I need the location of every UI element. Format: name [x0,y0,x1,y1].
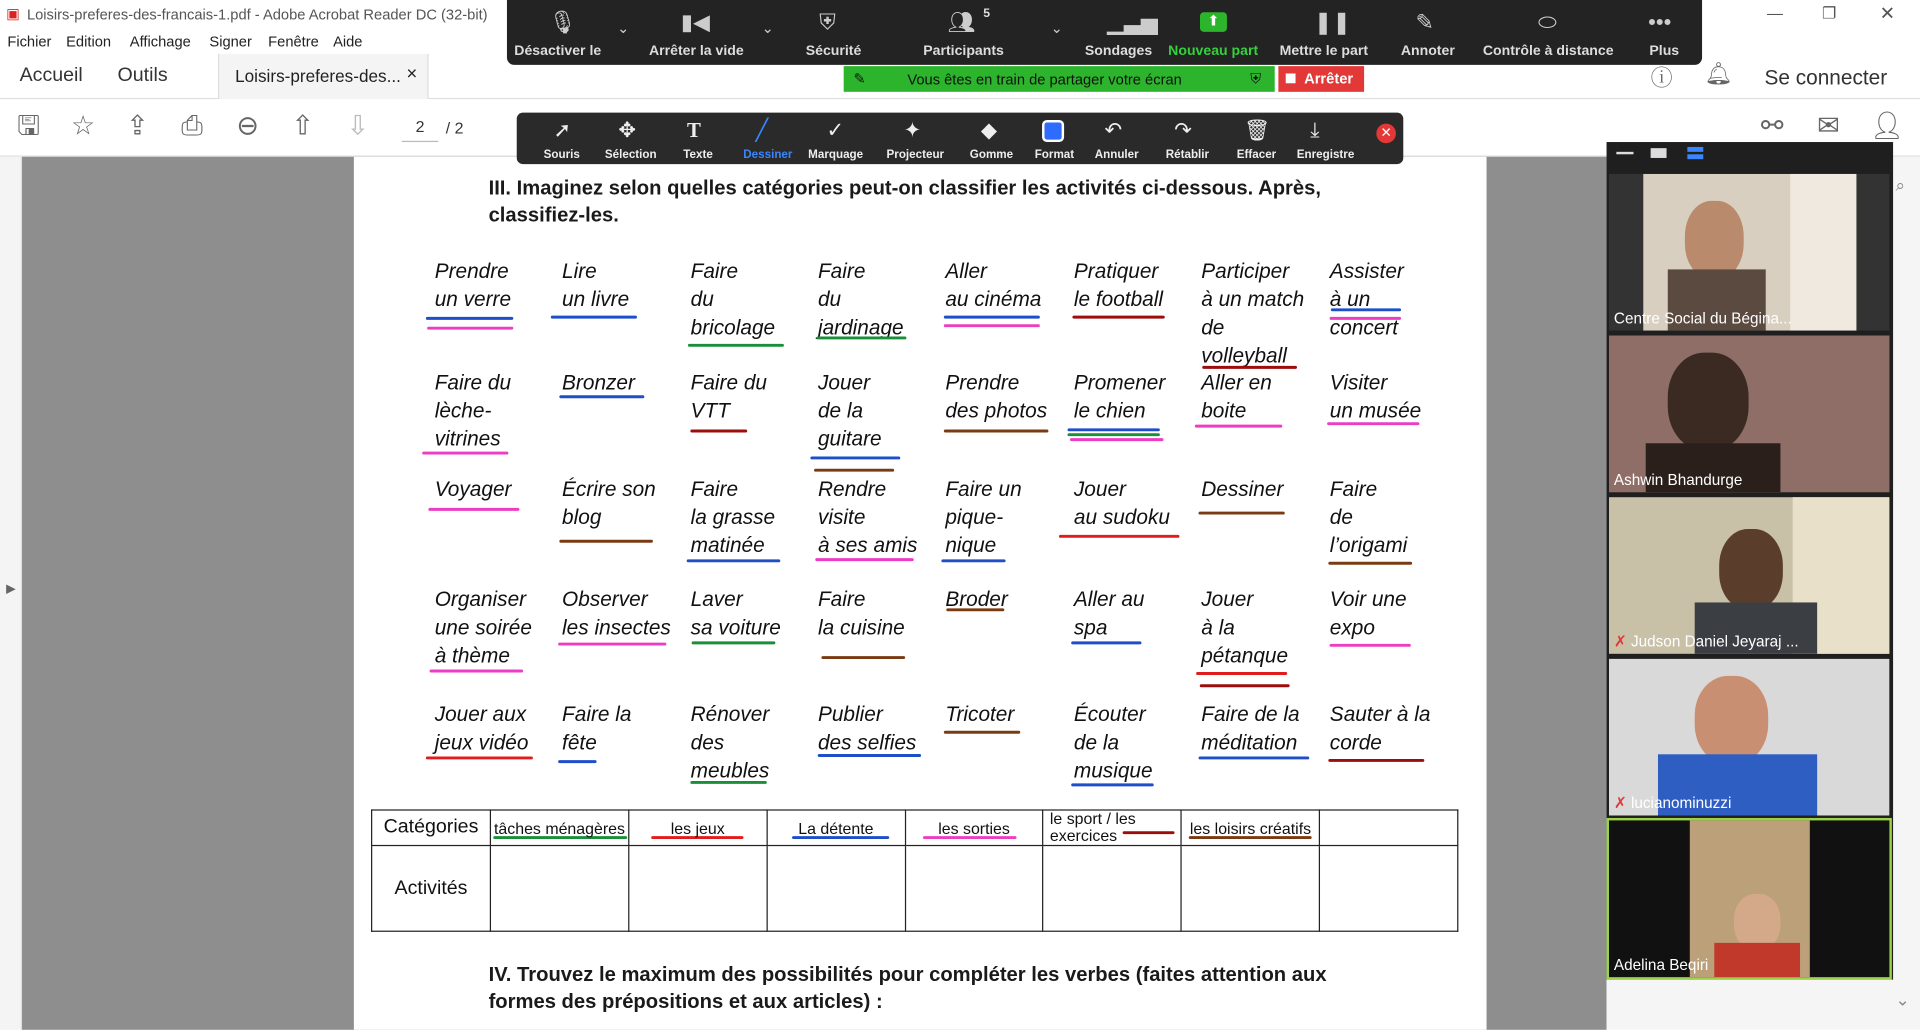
categories-table [371,809,1458,931]
maximize-icon[interactable]: ❐ [1822,3,1837,23]
activity-text: Faire [817,259,866,283]
activity-text: Voir une [1329,587,1407,612]
annotate-button[interactable]: Annoter [1400,44,1455,59]
sign-in-link[interactable]: Se connecter [1764,66,1888,90]
activity-text: jardinage [817,315,904,340]
pause-share-icon[interactable]: ❚❚ [1313,9,1351,35]
category-cell: les loisirs créatifs [1181,810,1319,846]
activity-text: des selfies [817,731,917,755]
activity-text: Faire la [562,702,632,727]
menu-fichier[interactable]: Fichier [7,33,52,51]
participant-name: ✗ lucianominuzzi [1613,794,1732,812]
remote-control-mouse-icon[interactable]: ⬭ [1537,9,1557,35]
tool-clear[interactable]: Effacer [1236,148,1277,162]
tool-eraser[interactable]: Gomme [969,148,1014,162]
polls-button[interactable]: Sondages [1084,44,1153,59]
draw-line-icon[interactable]: ╱ [755,118,769,143]
activity-text: Rendre [817,477,887,501]
activity-text: nique [945,533,997,558]
page-number-input[interactable]: 2 [402,113,439,142]
heading-iii-line2: classifiez-les. [488,204,619,227]
menu-signer[interactable]: Signer [209,33,252,51]
text-t-icon[interactable]: T [686,118,701,143]
activity-text: corde [1329,731,1382,755]
category-cell: La détente [767,810,905,846]
stop-video-button[interactable]: Arrêter la vide [648,44,744,59]
activity-text: lèche- [434,399,492,423]
activity-text: Sauter à la [1329,702,1431,727]
upload-icon[interactable]: ⇪ [126,110,149,141]
activity-text: Assister [1329,259,1404,283]
tool-undo[interactable]: Annuler [1094,148,1139,162]
close-annotation-icon[interactable]: ✕ [1376,124,1396,144]
table-header-activites: Activités [372,846,491,932]
close-window-icon[interactable]: ✕ [1879,3,1896,25]
activity-text: matinée [690,533,765,558]
activity-text: du [690,287,714,312]
activity-text: Observer [562,587,648,612]
activity-text: meubles [690,759,770,783]
activity-text: méditation [1201,731,1298,755]
tool-text[interactable]: Texte [683,148,713,162]
activity-text: un livre [562,287,630,312]
activity-text: Participer [1201,259,1290,283]
minimize-icon[interactable]: — [1766,3,1783,23]
activity-text: Aller [945,259,987,283]
tool-redo[interactable]: Rétablir [1165,148,1210,162]
activity-text: de la [817,399,864,423]
bell-icon[interactable]: 🔔︎ [1704,61,1733,86]
activity-text: pique- [945,505,1004,529]
participant-name: ✗ Judson Daniel Jeyaraj ... [1613,633,1799,651]
activity-text: à un [1329,287,1371,312]
activity-text: Écouter [1073,702,1146,727]
stop-square-icon [1286,73,1296,83]
stamp-check-icon[interactable]: ✓ [826,118,844,143]
category-cell: le sport / les exercices [1043,810,1181,846]
activity-text: Laver [690,587,743,612]
category-cell: tâches ménagères [490,810,628,846]
menu-aide[interactable]: Aide [333,33,363,51]
tool-stamp[interactable]: Marquage [808,148,864,162]
heading-iii-line1: III. Imaginez selon quelles catégories peut-on classifier les activités ci-dessous. Après, [488,177,1322,200]
participant-name: Ashwin Bhandurge [1613,471,1743,489]
activity-text: à la [1201,615,1235,640]
activity-text: à un match [1201,287,1305,312]
add-user-icon[interactable]: 👤︎ [1869,110,1905,141]
activity-text: à ses amis [817,533,918,558]
activity-text: jeux vidéo [434,731,529,755]
activity-text: la grasse [690,505,776,529]
shield-check-icon: ⛨ [1250,69,1262,87]
video-camera-icon[interactable]: ▮◀ [680,9,710,35]
category-cell: les sorties [905,810,1043,846]
annotation-toolbar [517,113,1404,164]
activity-text: sa voiture [690,615,781,640]
activity-text: Jouer [1201,587,1254,612]
activity-text: du [817,287,842,312]
activity-text: Rénover [690,702,770,727]
activity-text: Faire du [690,371,767,395]
mic-muted-icon: ✗ [1613,633,1631,651]
tool-save[interactable]: Enregistre [1296,148,1355,162]
activity-text: une soirée [434,615,532,640]
table-cell [1043,846,1181,932]
polls-chart-icon[interactable]: ▁▃▅ [1106,9,1158,35]
activity-text: Écrire son [562,477,656,501]
participants-button[interactable]: Participants [923,44,1004,59]
format-color-icon[interactable] [1042,120,1064,142]
activity-text: la cuisine [817,615,905,640]
participant-tile[interactable] [1609,174,1889,331]
activity-text: Bronzer [562,371,635,395]
activity-text: au cinéma [945,287,1042,312]
mouse-cursor-icon[interactable]: ➚ [553,118,571,143]
sharing-text: Vous êtes en train de partager votre écran [907,71,1182,89]
activity-text: le chien [1073,399,1146,423]
mute-button[interactable]: Désactiver le [514,44,602,59]
activity-text: des [690,731,725,755]
activity-text: un verre [434,287,512,312]
chevron-down-icon[interactable]: ⌄ [1895,989,1910,1009]
minimize-gallery-icon[interactable] [1616,152,1633,154]
activity-text: volleyball [1201,344,1287,368]
gallery-view-icon[interactable] [1651,148,1667,158]
table-header-categories: Catégories [372,810,491,846]
activity-text: expo [1329,615,1375,640]
page-total: / 2 [445,118,464,138]
activity-text: Faire un [945,477,1022,501]
security-button[interactable]: Sécurité [805,44,862,59]
print-icon[interactable]: ⎙ [181,110,203,141]
activity-text: à thème [434,644,510,668]
menu-fenetre[interactable]: Fenêtre [268,33,319,51]
document-tab-label: Loisirs-preferes-des... [235,66,401,86]
security-shield-icon[interactable]: ⛨ [819,9,836,35]
activity-text: vitrines [434,427,501,451]
category-cell [1320,810,1458,846]
activity-text: blog [562,505,602,529]
participant-name: Adelina Beqiri [1613,956,1709,974]
stop-share-button[interactable] [1278,66,1364,92]
activity-text: Faire de la [1201,702,1300,727]
stop-share-label: Arrêter [1304,69,1354,87]
activity-text: Promener [1073,371,1166,395]
window-title: Loisirs-preferes-des-francais-1.pdf - Adobe Acrobat Reader DC (32-bit) [26,6,488,24]
table-cell [490,846,628,932]
participant-tile-active[interactable] [1609,820,1889,977]
zoom-meeting-toolbar [507,0,1702,65]
spotlight-wand-icon[interactable]: ✦ [903,118,922,143]
activity-text: Broder [945,587,1008,612]
activity-text: Publier [817,702,883,727]
activity-text: de [1201,315,1225,340]
nav-tools[interactable]: Outils [117,64,168,86]
heading-iv-line2: formes des prépositions et aux articles) : [488,990,883,1013]
activity-text: de la [1073,731,1120,755]
zoom-out-icon[interactable]: ⊖ [236,110,259,141]
tool-select[interactable]: Sélection [604,148,657,162]
activity-text: Prendre [945,371,1020,395]
trash-icon[interactable]: 🗑︎ [1244,118,1271,143]
close-tab-icon[interactable]: × [406,63,418,85]
activity-text: pétanque [1201,644,1289,668]
menu-affichage[interactable]: Affichage [129,33,191,51]
more-button[interactable]: Plus [1649,44,1680,59]
activity-text: Faire [690,477,739,501]
mic-options-chevron-icon[interactable]: ⌄ [617,19,630,37]
participants-chevron-icon[interactable]: ⌄ [1050,19,1063,37]
activity-text: Aller en [1201,371,1272,395]
activity-text: Faire [1329,477,1378,501]
activity-text: Jouer [817,371,871,395]
activity-text: Dessiner [1201,477,1284,501]
participants-icon[interactable]: 👥︎ [947,9,976,35]
participant-tile[interactable] [1609,336,1889,493]
select-move-icon[interactable]: ✥ [618,118,636,143]
activity-text: Tricoter [945,702,1015,727]
activity-text: de [1329,505,1353,529]
video-options-chevron-icon[interactable]: ⌄ [761,19,774,37]
participant-tile[interactable] [1609,497,1889,654]
speaker-view-icon[interactable] [1687,147,1703,159]
more-dots-icon[interactable]: ••• [1648,9,1672,35]
table-cell [905,846,1043,932]
pdf-icon: ▣ [6,4,21,23]
activity-text: concert [1329,315,1399,340]
save-download-icon[interactable]: ⤓ [1310,118,1320,143]
tool-mouse[interactable]: Souris [543,148,580,162]
participants-count: 5 [983,7,991,21]
activity-text: Faire [817,587,866,612]
activity-text: Jouer [1073,477,1126,501]
table-cell [1181,846,1319,932]
help-icon[interactable]: ⓘ [1650,66,1673,91]
tool-format[interactable]: Format [1034,148,1075,162]
new-share-button[interactable]: Nouveau part [1168,44,1259,59]
activity-text: guitare [817,427,882,451]
activity-text: fête [562,731,597,755]
table-cell [1320,846,1458,932]
activity-text: au sudoku [1073,505,1170,529]
activity-text: Voyager [434,477,512,501]
mic-muted-icon: ✗ [1613,794,1631,812]
heading-iv-line1: IV. Trouvez le maximum des possibilités pour compléter les verbes (faites attention aux [488,963,1327,986]
activity-text: le football [1073,287,1164,312]
activity-text: Organiser [434,587,527,612]
redo-icon[interactable]: ↷ [1174,118,1192,143]
activity-text: Pratiquer [1073,259,1159,283]
activity-text: musique [1073,759,1153,783]
mail-icon[interactable]: ✉ [1817,110,1840,141]
link-icon[interactable]: ⚯ [1760,110,1784,141]
activity-text: Faire du [434,371,512,395]
activity-text: boite [1201,399,1247,423]
participant-tile[interactable] [1609,659,1889,816]
activity-text: Jouer aux [434,702,527,727]
activity-text: Prendre [434,259,509,283]
tool-draw[interactable]: Dessiner [743,148,793,162]
activity-text: Lire [562,259,597,283]
activity-text: des photos [945,399,1048,423]
star-icon[interactable]: ☆ [71,110,96,141]
zoom-video-gallery [1607,142,1894,980]
save-icon[interactable]: 🖫 [17,110,41,141]
activity-text: Aller au [1073,587,1145,612]
search-icon[interactable]: ⌕ [1895,175,1906,195]
nav-home[interactable]: Accueil [19,64,83,86]
activity-text: spa [1073,615,1108,640]
participant-name: Centre Social du Bégina... [1613,309,1792,327]
table-cell [767,846,905,932]
activity-text: VTT [690,399,730,423]
prev-page-icon[interactable]: ⇧ [291,110,315,141]
activity-text: Visiter [1329,371,1388,395]
activity-text: visite [817,505,866,529]
activity-text: un musée [1329,399,1422,423]
pause-share-button[interactable]: Mettre le part [1279,44,1369,59]
table-cell [629,846,767,932]
tool-spotlight[interactable]: Projecteur [886,148,945,162]
activity-text: l’origami [1329,533,1408,558]
activity-text: Faire [690,259,739,283]
annotate-pen-icon[interactable]: ✎ [1415,9,1435,35]
menu-edition[interactable]: Edition [66,33,112,51]
pin-icon[interactable]: ✎ [853,69,866,87]
expand-arrow-icon[interactable]: ▶ [6,582,16,597]
eraser-icon[interactable]: ◆ [980,118,997,143]
category-cell: les jeux [629,810,767,846]
undo-icon[interactable]: ↶ [1104,118,1122,143]
share-screen-icon[interactable]: ⬆ [1200,12,1227,32]
microphone-icon[interactable]: 🎙︎ [548,9,577,35]
sharing-banner [844,66,1275,92]
remote-control-button[interactable]: Contrôle à distance [1482,44,1614,59]
activity-text: bricolage [690,315,776,340]
activity-text: les insectes [562,615,671,640]
next-page-icon[interactable]: ⇩ [346,110,370,141]
